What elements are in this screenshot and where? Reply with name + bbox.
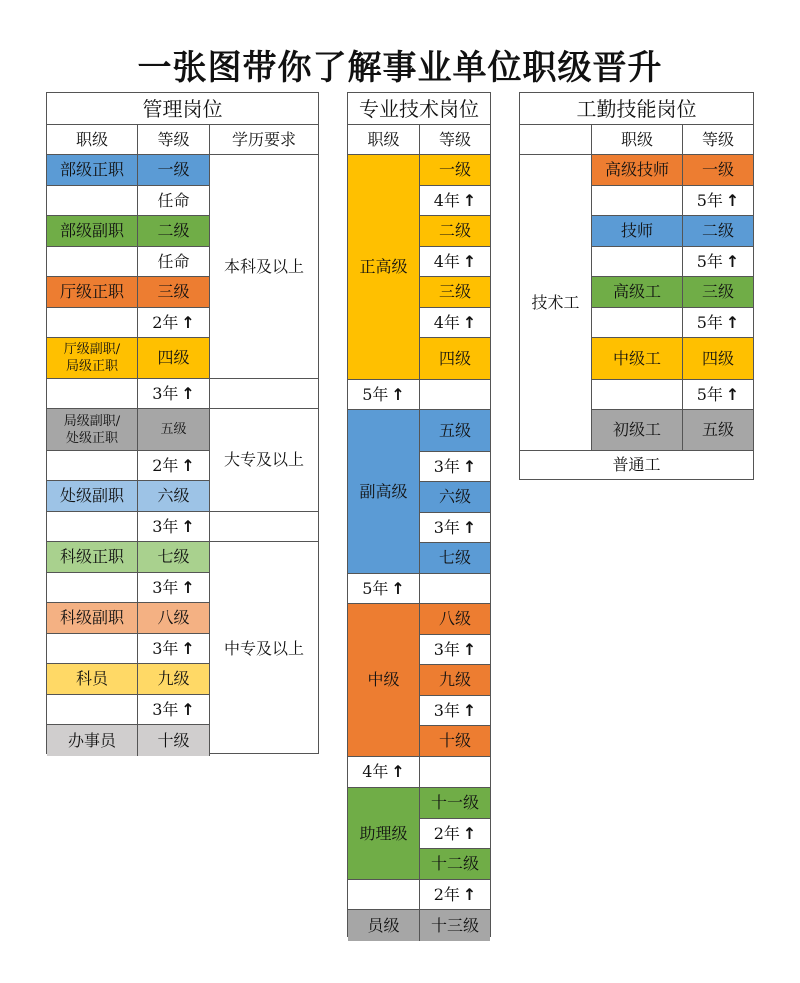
pro-grade-cell <box>420 308 490 338</box>
up-arrow-icon: ↑ <box>462 517 477 537</box>
pro-grade-cell-text: 五级 <box>438 420 471 440</box>
worker-grade-cell <box>683 186 753 216</box>
pro-grade-cell-text: 十一级 <box>430 793 479 812</box>
mgmt-header-grade: 等级 <box>138 125 210 155</box>
pro-rank-cell <box>348 757 420 788</box>
up-arrow-icon: ↑ <box>462 823 477 843</box>
pro-header-rank: 职级 <box>348 125 420 155</box>
mgmt-rank-cell-text: 办事员 <box>67 730 116 750</box>
pro-rank-cell-text: 4年 <box>362 762 389 781</box>
up-arrow-icon: ↑ <box>462 251 477 271</box>
up-arrow-icon: ↑ <box>462 312 477 332</box>
pro-grade-cell <box>420 452 490 482</box>
pro-header-grade: 等级 <box>420 125 490 155</box>
pro-rank-cell-text: 5年 <box>362 578 389 598</box>
worker-group-label: 技术工 <box>520 155 592 451</box>
pro-grade-cell-text: 三级 <box>438 282 471 301</box>
pro-rank-cell-text: 正高级 <box>359 257 408 276</box>
worker-grade-cell-text: 5年 <box>696 312 723 332</box>
mgmt-grade-cell-text: 一级 <box>157 160 190 179</box>
worker-grade-cell-text: 一级 <box>701 160 734 179</box>
worker-rank-cell <box>592 277 683 308</box>
up-arrow-icon: ↑ <box>725 384 740 404</box>
pro-rank-cell <box>348 380 420 410</box>
pro-grade-cell-text: 4年 <box>433 251 460 271</box>
worker-grade-cell <box>683 338 753 380</box>
mgmt-grade-cell <box>138 512 210 542</box>
mgmt-grade-cell <box>138 634 210 664</box>
mgmt-rank-cell <box>47 247 138 277</box>
pro-grade-cell <box>420 696 490 726</box>
pro-grade-cell-text: 十二级 <box>430 854 479 873</box>
pro-grade-cell-text: 3年 <box>433 639 460 659</box>
mgmt-rank-cell-text: 科级副职 <box>59 608 124 627</box>
pro-rank-cell <box>348 910 420 941</box>
pro-grade-cell <box>420 543 490 574</box>
pro-grade-cell <box>420 574 490 604</box>
mgmt-grade-cell-text: 二级 <box>157 221 190 240</box>
pro-rank-cell <box>348 788 420 880</box>
pro-grade-cell-text: 3年 <box>433 700 460 720</box>
mgmt-rank-cell <box>47 409 138 451</box>
mgmt-grade-cell-text: 十级 <box>157 730 190 750</box>
pro-grade-cell <box>420 410 490 452</box>
up-arrow-icon: ↑ <box>391 384 405 404</box>
pro-rank-cell-text: 中级 <box>367 670 400 689</box>
mgmt-rank-cell-text: 科员 <box>75 669 108 688</box>
pro-rank-cell-text: 副高级 <box>359 481 408 501</box>
worker-rank-cell <box>592 380 683 410</box>
worker-header-blank <box>520 125 592 155</box>
up-arrow-icon: ↑ <box>181 312 195 332</box>
mgmt-rank-cell <box>47 664 138 695</box>
mgmt-grade-cell <box>138 277 210 308</box>
mgmt-grade-cell <box>138 451 210 481</box>
up-arrow-icon: ↑ <box>391 762 405 781</box>
up-arrow-icon: ↑ <box>181 638 195 658</box>
worker-grade-cell <box>683 216 753 247</box>
worker-rank-cell-text: 技师 <box>620 221 653 240</box>
up-arrow-icon: ↑ <box>725 312 740 332</box>
pro-grade-cell <box>420 186 490 216</box>
pro-grade-cell-text: 十级 <box>438 731 471 750</box>
mgmt-rank-cell <box>47 216 138 247</box>
mgmt-rank-cell <box>47 542 138 573</box>
mgmt-edu-cell <box>210 542 318 756</box>
mgmt-grade-cell <box>138 247 210 277</box>
mgmt-grade-cell-text: 七级 <box>157 547 190 566</box>
page-title: 一张图带你了解事业单位职级晋升 <box>137 48 663 88</box>
mgmt-grade-cell-text: 三级 <box>157 282 190 301</box>
mgmt-rank-cell-text: 处级副职 <box>59 486 124 505</box>
worker-grade-cell <box>683 277 753 308</box>
mgmt-rank-cell-text: 部级副职 <box>59 221 124 240</box>
up-arrow-icon: ↑ <box>181 577 195 597</box>
worker-grade-cell-text: 三级 <box>701 282 734 301</box>
mgmt-grade-cell <box>138 664 210 695</box>
pro-grade-cell-text: 七级 <box>438 548 471 567</box>
mgmt-edu-cell <box>210 155 318 379</box>
worker-rank-cell <box>592 216 683 247</box>
worker-grade-cell-text: 5年 <box>696 251 723 271</box>
mgmt-grade-cell-text: 2年 <box>152 312 179 332</box>
mgmt-grade-cell <box>138 338 210 379</box>
mgmt-grade-cell <box>138 573 210 603</box>
mgmt-rank-cell-text: 局级副职/ 处级正职 <box>63 413 121 446</box>
pro-grade-cell <box>420 665 490 696</box>
worker-title: 工勤技能岗位 <box>520 93 753 125</box>
worker-rank-cell <box>592 410 683 451</box>
professional-table <box>347 92 491 937</box>
worker-rank-cell <box>592 247 683 277</box>
pro-grade-cell-text: 六级 <box>438 487 471 506</box>
mgmt-grade-cell-text: 3年 <box>152 383 179 403</box>
pro-rank-cell <box>348 155 420 380</box>
up-arrow-icon: ↑ <box>462 190 477 210</box>
pro-grade-cell-text: 一级 <box>438 160 471 179</box>
pro-grade-cell-text: 八级 <box>438 609 471 628</box>
up-arrow-icon: ↑ <box>462 884 477 904</box>
up-arrow-icon: ↑ <box>181 383 195 403</box>
worker-rank-cell-text: 中级工 <box>612 348 661 368</box>
mgmt-edu-cell-text: 大专及以上 <box>223 450 304 469</box>
pro-grade-cell-text: 3年 <box>433 517 460 537</box>
pro-grade-cell-text: 2年 <box>433 823 460 843</box>
mgmt-grade-cell-text: 四级 <box>157 348 190 367</box>
up-arrow-icon: ↑ <box>462 639 477 659</box>
mgmt-header-rank: 职级 <box>47 125 138 155</box>
mgmt-header-edu: 学历要求 <box>210 125 318 155</box>
mgmt-rank-cell <box>47 186 138 216</box>
up-arrow-icon: ↑ <box>181 455 195 475</box>
mgmt-rank-cell <box>47 338 138 379</box>
pro-grade-cell-text: 二级 <box>438 221 471 240</box>
pro-grade-cell <box>420 155 490 186</box>
management-table <box>46 92 319 754</box>
mgmt-grade-cell-text: 八级 <box>157 608 190 627</box>
mgmt-grade-cell-text: 五级 <box>160 422 187 437</box>
worker-rank-cell <box>592 308 683 338</box>
up-arrow-icon: ↑ <box>181 699 195 719</box>
pro-rank-cell-text: 助理级 <box>359 823 408 843</box>
mgmt-grade-cell <box>138 481 210 512</box>
worker-header-grade: 等级 <box>683 125 753 155</box>
up-arrow-icon: ↑ <box>391 578 405 598</box>
up-arrow-icon: ↑ <box>462 700 477 720</box>
pro-grade-cell <box>420 338 490 380</box>
mgmt-grade-cell-text: 3年 <box>152 516 179 536</box>
worker-rank-cell <box>592 155 683 186</box>
pro-grade-cell <box>420 247 490 277</box>
mgmt-rank-cell <box>47 634 138 664</box>
mgmt-grade-cell-text: 六级 <box>157 486 190 505</box>
pro-grade-cell <box>420 757 490 788</box>
pro-grade-cell-text: 4年 <box>433 312 460 332</box>
up-arrow-icon: ↑ <box>181 516 195 536</box>
worker-rank-cell-text: 初级工 <box>612 420 661 439</box>
pro-grade-cell-text: 四级 <box>438 348 471 368</box>
pro-rank-cell-text: 员级 <box>367 915 400 935</box>
up-arrow-icon: ↑ <box>462 456 477 476</box>
mgmt-rank-cell <box>47 451 138 481</box>
mgmt-edu-cell-text: 中专及以上 <box>223 639 304 658</box>
pro-grade-cell-text: 4年 <box>433 190 460 210</box>
pro-grade-cell-text: 3年 <box>433 456 460 476</box>
worker-grade-cell-text: 四级 <box>701 348 734 368</box>
pro-grade-cell <box>420 726 490 757</box>
worker-grade-cell-text: 二级 <box>701 221 734 240</box>
mgmt-grade-cell-text: 2年 <box>152 455 179 475</box>
mgmt-edu-blank <box>210 379 318 409</box>
worker-footer: 普通工 <box>612 455 661 474</box>
mgmt-rank-cell <box>47 379 138 409</box>
worker-grade-cell-text: 5年 <box>696 384 723 404</box>
up-arrow-icon: ↑ <box>725 251 740 271</box>
worker-rank-cell <box>592 186 683 216</box>
professional-title: 专业技术岗位 <box>348 93 490 125</box>
mgmt-grade-cell-text: 3年 <box>152 699 179 719</box>
mgmt-grade-cell-text: 任命 <box>157 190 190 210</box>
worker-rank-cell-text: 高级技师 <box>604 160 669 179</box>
mgmt-edu-blank <box>210 512 318 542</box>
mgmt-rank-cell <box>47 155 138 186</box>
mgmt-rank-cell-text: 科级正职 <box>59 547 124 566</box>
mgmt-grade-cell <box>138 603 210 634</box>
pro-grade-cell <box>420 277 490 308</box>
pro-grade-cell <box>420 635 490 665</box>
pro-grade-cell <box>420 604 490 635</box>
mgmt-grade-cell-text: 九级 <box>157 669 190 688</box>
mgmt-rank-cell <box>47 308 138 338</box>
pro-grade-cell <box>420 849 490 880</box>
mgmt-grade-cell <box>138 409 210 451</box>
mgmt-rank-cell <box>47 603 138 634</box>
worker-grade-cell <box>683 155 753 186</box>
mgmt-rank-cell <box>47 481 138 512</box>
pro-grade-cell <box>420 910 490 941</box>
mgmt-rank-cell <box>47 725 138 756</box>
worker-table <box>519 92 754 480</box>
worker-grade-cell-text: 5年 <box>696 190 723 210</box>
up-arrow-icon: ↑ <box>725 190 740 210</box>
mgmt-grade-cell <box>138 542 210 573</box>
pro-grade-cell-text: 九级 <box>438 670 471 689</box>
pro-grade-cell <box>420 216 490 247</box>
mgmt-grade-cell <box>138 379 210 409</box>
mgmt-rank-cell <box>47 277 138 308</box>
mgmt-grade-cell <box>138 186 210 216</box>
mgmt-rank-cell <box>47 573 138 603</box>
worker-rank-cell-text: 高级工 <box>612 282 661 301</box>
worker-grade-cell-text: 五级 <box>701 420 734 439</box>
pro-grade-cell <box>420 482 490 513</box>
worker-grade-cell <box>683 308 753 338</box>
pro-grade-cell <box>420 380 490 410</box>
mgmt-grade-cell <box>138 155 210 186</box>
mgmt-grade-cell <box>138 695 210 725</box>
pro-grade-cell <box>420 880 490 910</box>
pro-rank-cell <box>348 410 420 574</box>
mgmt-grade-cell <box>138 725 210 756</box>
worker-grade-cell <box>683 380 753 410</box>
management-title: 管理岗位 <box>47 93 318 125</box>
worker-header-rank: 职级 <box>592 125 683 155</box>
pro-grade-cell <box>420 513 490 543</box>
pro-grade-cell-text: 2年 <box>433 884 460 904</box>
mgmt-grade-cell <box>138 216 210 247</box>
pro-grade-cell <box>420 819 490 849</box>
mgmt-rank-cell-text: 部级正职 <box>59 160 124 179</box>
mgmt-grade-cell <box>138 308 210 338</box>
pro-rank-cell <box>348 604 420 757</box>
pro-rank-cell <box>348 574 420 604</box>
worker-grade-cell <box>683 410 753 451</box>
worker-grade-cell <box>683 247 753 277</box>
mgmt-rank-cell-text: 厅级正职 <box>59 282 124 301</box>
pro-rank-cell-text: 5年 <box>362 384 389 404</box>
mgmt-grade-cell-text: 任命 <box>157 251 190 271</box>
mgmt-edu-cell-text: 本科及以上 <box>223 256 304 276</box>
mgmt-grade-cell-text: 3年 <box>152 638 179 658</box>
mgmt-rank-cell <box>47 695 138 725</box>
pro-grade-cell <box>420 788 490 819</box>
mgmt-rank-cell <box>47 512 138 542</box>
mgmt-rank-cell-text: 厅级副职/ 局级正职 <box>63 342 121 374</box>
mgmt-grade-cell-text: 3年 <box>152 577 179 597</box>
pro-rank-cell <box>348 880 420 910</box>
mgmt-edu-cell <box>210 409 318 512</box>
pro-grade-cell-text: 十三级 <box>430 915 479 935</box>
worker-rank-cell <box>592 338 683 380</box>
